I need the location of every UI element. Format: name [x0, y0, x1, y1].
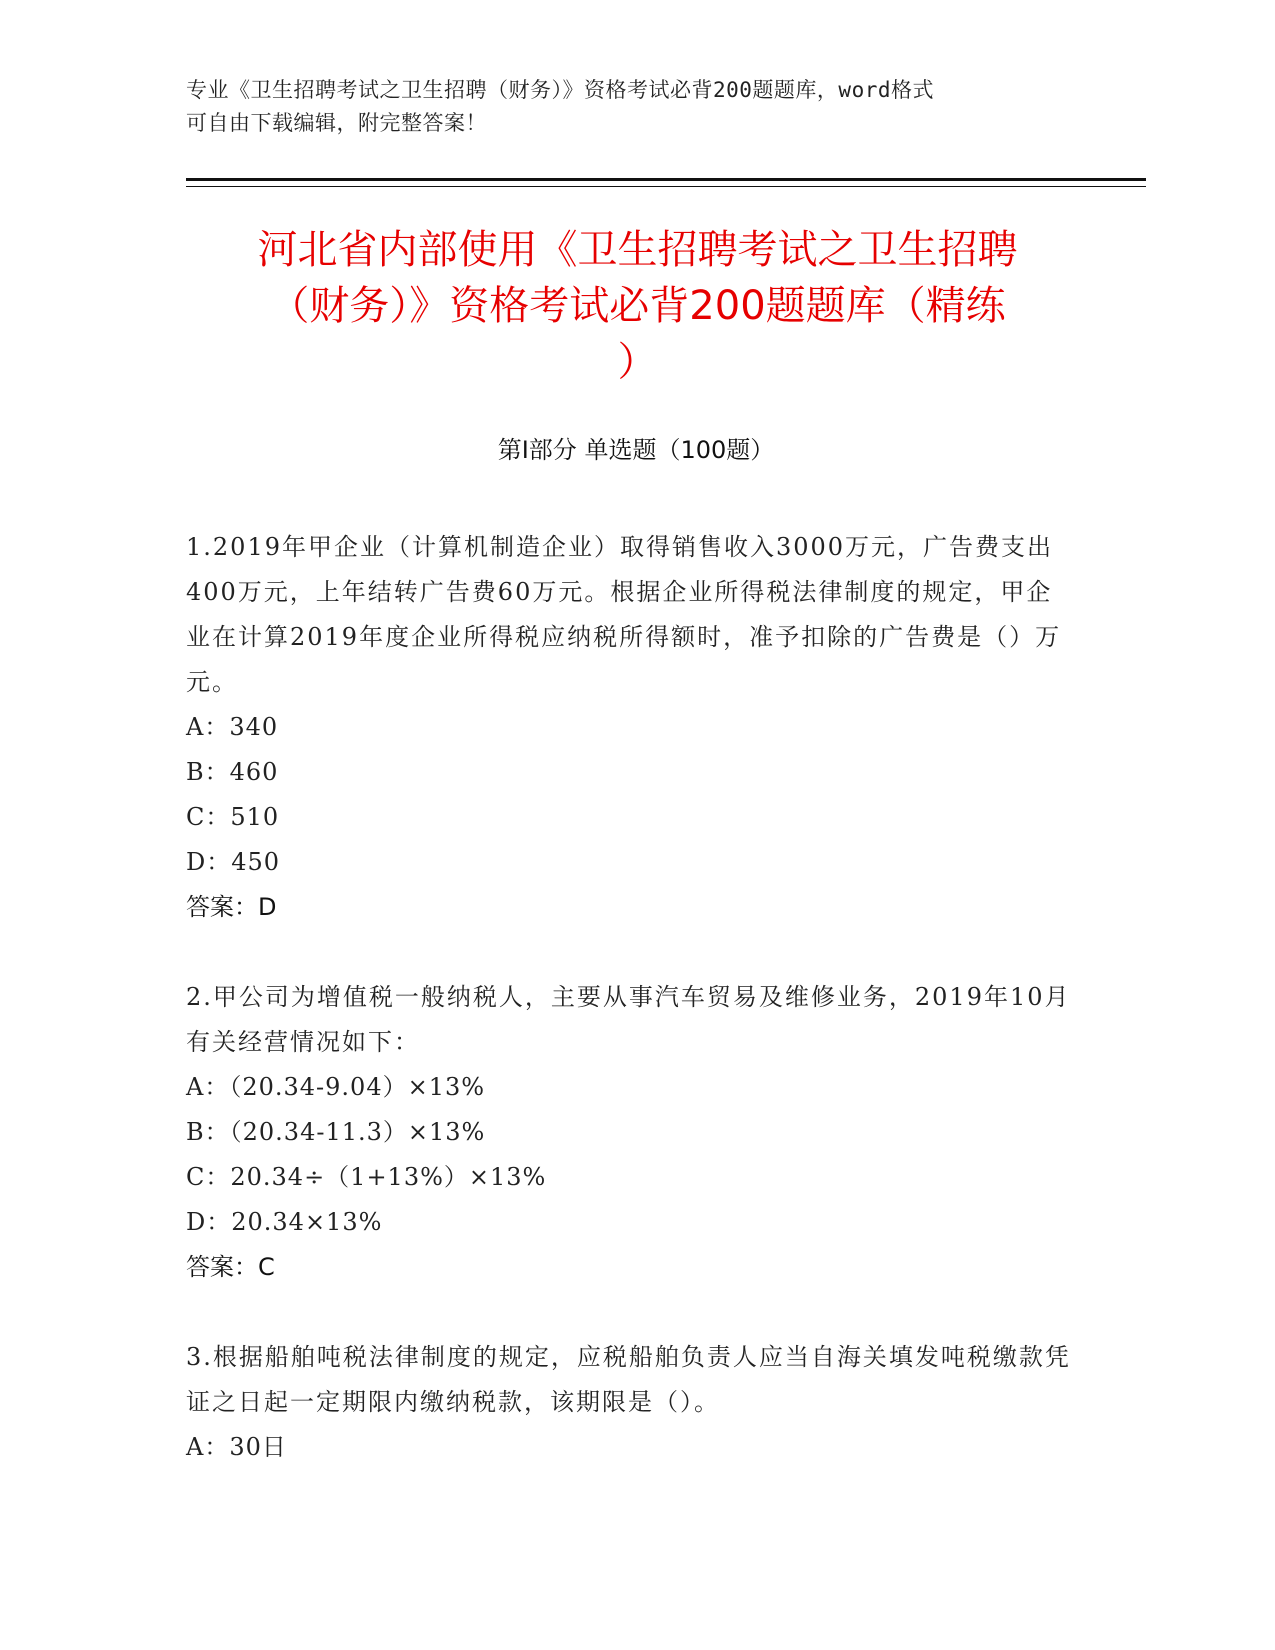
- option-d: D：20.34×13%: [186, 1208, 383, 1236]
- question-list: [186, 525, 1076, 1515]
- option-d: D：450: [186, 848, 281, 876]
- option-b: B：460: [186, 758, 279, 786]
- question-3: [186, 1335, 1076, 1470]
- title-line-1: 河北省内部使用《卫生招聘考试之卫生招聘: [257, 227, 1018, 273]
- question-2: [186, 975, 1076, 1290]
- question-stem: 2.甲公司为增值税一般纳税人，主要从事汽车贸易及维修业务，2019年10月有关经营情况如下：: [186, 983, 1071, 1056]
- answer-label: 答案：C: [186, 1253, 275, 1281]
- document-title: [150, 222, 1125, 390]
- answer-label: 答案：D: [186, 893, 277, 921]
- question-stem: 3.根据船舶吨税法律制度的规定，应税船舶负责人应当自海关填发吨税缴款凭证之日起一定期限内缴纳税款，该期限是（）。: [186, 1343, 1071, 1416]
- title-line-2: （财务）》资格考试必背200题题库（精练: [269, 283, 1006, 329]
- option-b: B：（20.34-11.3）×13%: [186, 1118, 486, 1146]
- option-c: C：510: [186, 803, 280, 831]
- title-line-3: ）: [617, 339, 658, 385]
- header-divider-thick: [186, 178, 1146, 181]
- question-stem: 1.2019年甲企业（计算机制造企业）取得销售收入3000万元，广告费支出400万元，上年结转广告费60万元。根据企业所得税法律制度的规定，甲企业在计算2019年度企业所得税应纳税所得额时，准予扣除的广告费是（）万元。: [186, 533, 1062, 696]
- question-1: [186, 525, 1076, 930]
- option-a: A：（20.34-9.04）×13%: [186, 1073, 486, 1101]
- header-note-line-1: 专业《卫生招聘考试之卫生招聘（财务）》资格考试必背200题题库，word格式: [186, 78, 934, 102]
- option-c: C：20.34÷（1+13%）×13%: [186, 1163, 547, 1191]
- header-note: [186, 74, 1066, 140]
- option-a: A：30日: [186, 1433, 287, 1461]
- header-divider-thin: [186, 186, 1146, 187]
- option-a: A：340: [186, 713, 279, 741]
- header-note-line-2: 可自由下载编辑，附完整答案！: [186, 111, 487, 135]
- section-heading: 第I部分 单选题（100题）: [497, 436, 775, 464]
